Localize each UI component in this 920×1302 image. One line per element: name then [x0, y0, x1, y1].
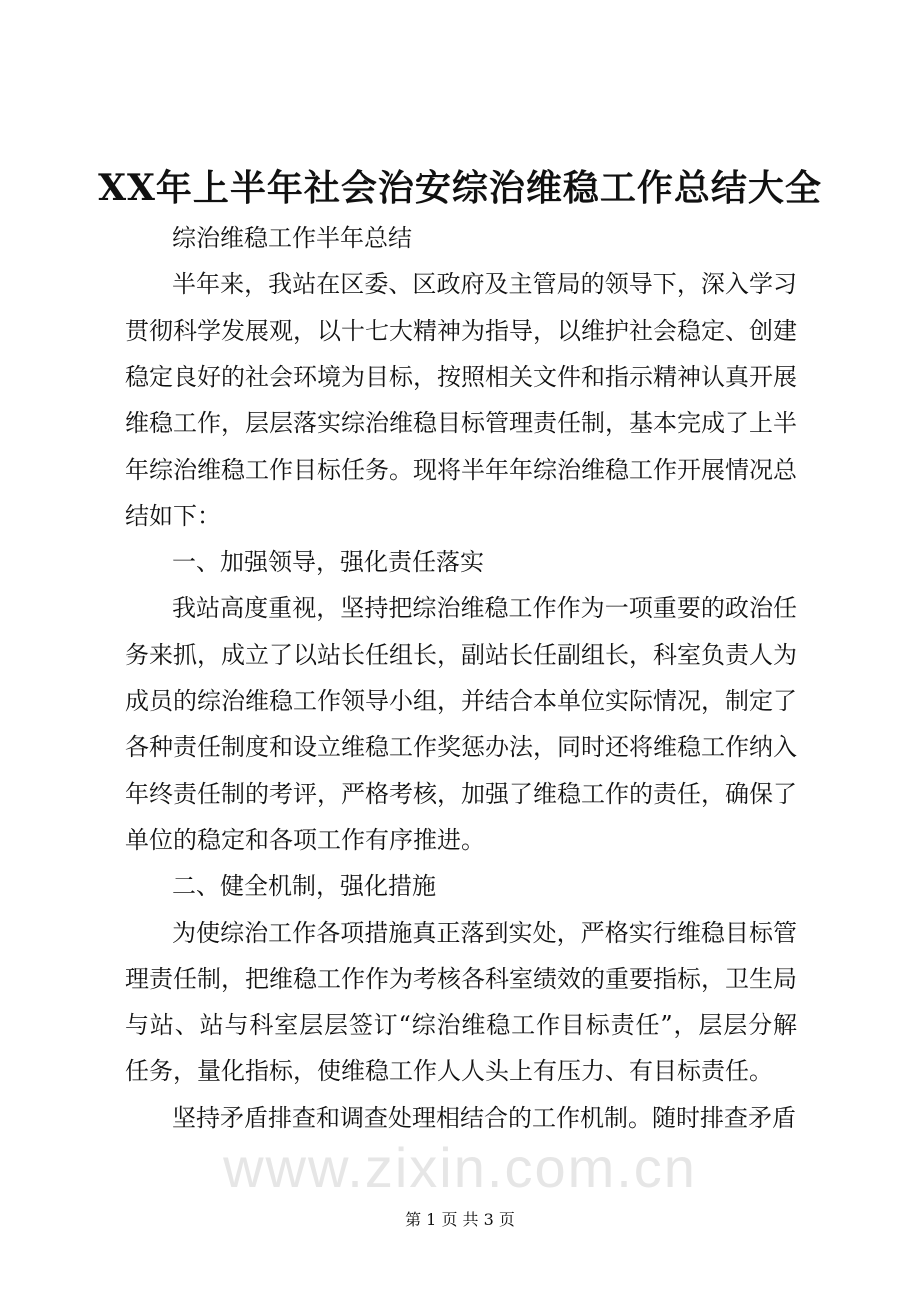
paragraph-line: 与站、站与科室层层签订“综治维稳工作目标责任”，层层分解	[125, 1011, 797, 1040]
paragraph-line: 任务，量化指标，使维稳工作人人头上有压力、有目标责任。	[125, 1057, 773, 1086]
paragraph-line: 各种责任制度和设立维稳工作奖惩办法，同时还将维稳工作纳入	[125, 733, 797, 762]
paragraph-line: 理责任制，把维稳工作作为考核各科室绩效的重要指标，卫生局	[125, 964, 797, 993]
document-title: XX年上半年社会治安综治维稳工作总结大全	[98, 167, 822, 209]
page-footer: 第 1 页 共 3 页	[405, 1210, 515, 1229]
paragraph-line: 年综治维稳工作目标任务。现将半年年综治维稳工作开展情况总	[125, 455, 797, 484]
paragraph-line: 务来抓，成立了以站长任组长，副站长任副组长，科室负责人为	[125, 640, 797, 669]
paragraph-line: 稳定良好的社会环境为目标，按照相关文件和指示精神认真开展	[125, 362, 797, 391]
paragraph-line: 为使综治工作各项措施真正落到实处，严格实行维稳目标管	[172, 918, 797, 947]
paragraph-line: 我站高度重视，坚持把综治维稳工作作为一项重要的政治任	[172, 594, 797, 623]
paragraph-line: 坚持矛盾排查和调查处理相结合的工作机制。随时排查矛盾	[172, 1103, 796, 1132]
paragraph-line: 结如下：	[125, 501, 221, 530]
paragraph-line: 半年来，我站在区委、区政府及主管局的领导下，深入学习	[172, 270, 797, 299]
paragraph-line: 年终责任制的考评，严格考核，加强了维稳工作的责任，确保了	[125, 779, 797, 808]
paragraph-line: 综治维稳工作半年总结	[172, 224, 412, 252]
paragraph-line: 成员的综治维稳工作领导小组，并结合本单位实际情况，制定了	[125, 687, 797, 715]
watermark: www.zixin.com.cn	[223, 1136, 697, 1199]
paragraph-line: 维稳工作，层层落实综治维稳目标管理责任制，基本完成了上半	[125, 409, 797, 438]
paragraph-line: 二、健全机制，强化措施	[172, 872, 436, 901]
paragraph-line: 单位的稳定和各项工作有序推进。	[125, 825, 485, 854]
paragraph-line: 贯彻科学发展观，以十七大精神为指导，以维护社会稳定、创建	[125, 316, 797, 345]
paragraph-line: 一、加强领导，强化责任落实	[172, 548, 484, 577]
